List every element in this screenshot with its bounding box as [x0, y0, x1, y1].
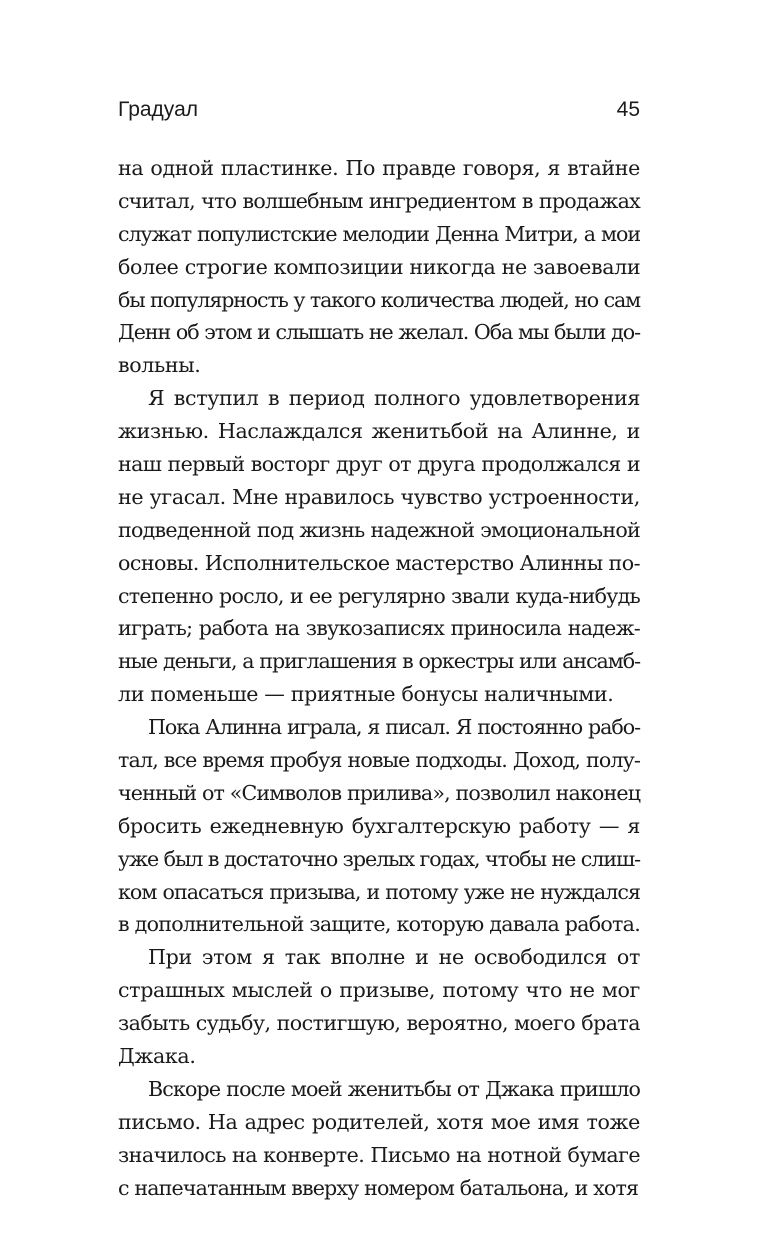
- text-line: [118, 711, 640, 744]
- line-text: наш первый восторг друг от друга продолжался и: [118, 452, 640, 477]
- text-line: [118, 218, 640, 251]
- line-text: Вскоре после моей женитьбы от Джака пришло: [148, 1076, 640, 1101]
- line-text: ли поменьше — приятные бонусы наличными.: [118, 682, 614, 707]
- text-line: [118, 810, 640, 843]
- text-line: [118, 316, 640, 349]
- line-text: подведенной под жизнь надежной эмоциональной: [118, 517, 640, 542]
- body-text: [118, 152, 640, 1205]
- text-line: [118, 481, 640, 514]
- line-text: степенно росло, и ее регулярно звали куда-нибудь: [118, 583, 640, 608]
- text-line: [118, 580, 640, 613]
- text-line: [118, 514, 640, 547]
- text-line: [118, 1139, 640, 1172]
- page-number: 45: [616, 98, 640, 121]
- text-line: [118, 843, 640, 876]
- text-line: [118, 1172, 640, 1205]
- line-text: уже был в достаточно зрелых годах, чтобы не слиш-: [118, 846, 640, 871]
- line-text: письмо. На адрес родителей, хотя мое имя тоже: [118, 1109, 640, 1134]
- line-text: Я вступил в период полного удовлетворения: [148, 386, 640, 411]
- text-line: [118, 185, 640, 218]
- text-line: [118, 349, 640, 382]
- text-line: [118, 284, 640, 317]
- running-header: [118, 98, 640, 132]
- line-text: бросить ежедневную бухгалтерскую работу — я: [118, 813, 640, 838]
- paragraph: [118, 382, 640, 711]
- text-line: [118, 152, 640, 185]
- text-line: [118, 645, 640, 678]
- line-text: основы. Исполнительское мастерство Алинны по-: [118, 550, 640, 575]
- text-line: [118, 415, 640, 448]
- line-text: ные деньги, а приглашения в оркестры или ансамб-: [118, 649, 640, 674]
- paragraph: [118, 152, 640, 382]
- text-line: [118, 1040, 640, 1073]
- line-text: жизнью. Наслаждался женитьбой на Алинне, и: [118, 419, 640, 444]
- text-line: [118, 1073, 640, 1106]
- text-line: [118, 612, 640, 645]
- text-line: [118, 744, 640, 777]
- line-text: вольны.: [118, 353, 201, 378]
- line-text: ченный от «Символов прилива», позволил наконец: [118, 780, 641, 805]
- text-line: [118, 1106, 640, 1139]
- line-text: служат популистские мелодии Денна Митри, а мои: [118, 221, 640, 246]
- text-line: [118, 1007, 640, 1040]
- text-line: [118, 974, 640, 1007]
- paragraph: [118, 711, 640, 941]
- text-line: [118, 941, 640, 974]
- line-text: бы популярность у такого количества людей, но сам: [118, 287, 640, 312]
- line-text: в дополнительной защите, которую давала работа.: [118, 912, 640, 937]
- text-line: [118, 777, 640, 810]
- text-line: [118, 678, 640, 711]
- line-text: забыть судьбу, постигшую, вероятно, моего брата: [118, 1011, 640, 1036]
- line-text: ком опасаться призыва, и потому уже не нуждался: [118, 879, 640, 904]
- text-line: [118, 876, 640, 909]
- paragraph: [118, 1073, 640, 1205]
- text-line: [118, 547, 640, 580]
- text-line: [118, 448, 640, 481]
- line-text: Пока Алинна играла, я писал. Я постоянно рабо-: [148, 715, 640, 740]
- line-text: значилось на конверте. Письмо на нотной бумаге: [118, 1142, 640, 1167]
- line-text: страшных мыслей о призыве, потому что не мог: [118, 978, 640, 1003]
- line-text: При этом я так вполне и не освободился от: [148, 945, 640, 970]
- line-text: считал, что волшебным ингредиентом в продажах: [118, 188, 640, 213]
- text-line: [118, 251, 640, 284]
- line-text: на одной пластинке. По правде говоря, я втайне: [118, 156, 640, 180]
- line-text: с напечатанным вверху номером батальона, и хотя: [118, 1175, 639, 1200]
- text-line: [118, 908, 640, 941]
- line-text: более строгие композиции никогда не завоевали: [118, 254, 641, 279]
- paragraph: [118, 941, 640, 1073]
- line-text: Джака.: [118, 1044, 196, 1069]
- chapter-title: Градуал: [118, 98, 199, 121]
- line-text: тал, все время пробуя новые подходы. Доход, полу-: [118, 748, 640, 773]
- text-line: [118, 382, 640, 415]
- line-text: не угасал. Мне нравилось чувство устроенности,: [118, 484, 640, 509]
- line-text: играть; работа на звукозаписях приносила надеж-: [118, 616, 640, 641]
- line-text: Денн об этом и слышать не желал. Оба мы были до-: [118, 320, 640, 345]
